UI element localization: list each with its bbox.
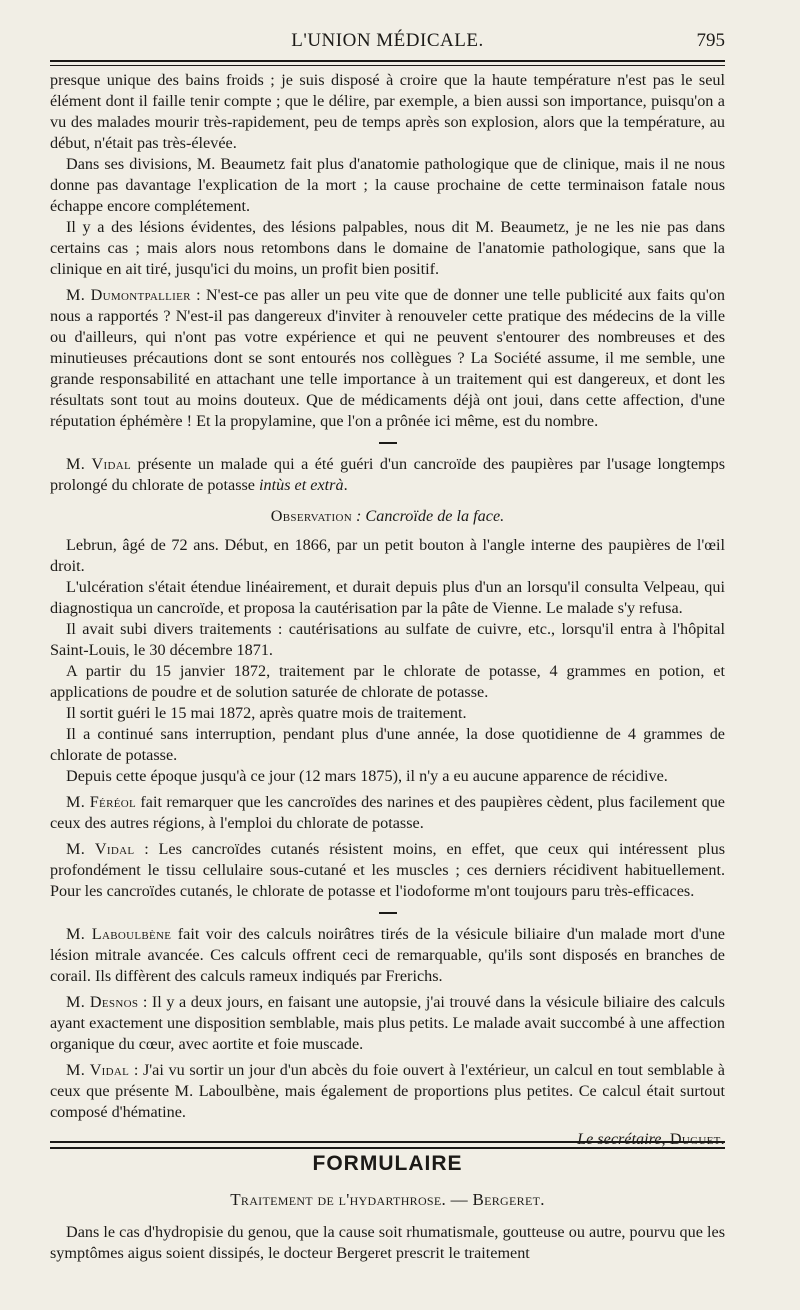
remark-text: : J'ai vu sortir un jour d'un abcès du foie ouvert à l'extérieur, un calcul en tout semblable à ceux que présente M. Laboulbène, mais également de proportions plus petites. Ce calcul était surtout composé d'hématine. bbox=[50, 1061, 725, 1121]
vidal-remark bbox=[50, 839, 725, 902]
laboulbene-remark bbox=[50, 924, 725, 987]
remark-text: fait remarquer que les cancroïdes des narines et des paupières cèdent, plus facilement que ceux des autres régions, à l'emploi du chlorate de potasse. bbox=[50, 793, 725, 832]
remark-text: : N'est-ce pas aller un peu vite que de donner une telle publicité aux faits qu'on nous a rapportés ? N'est-il pas dangereux d'inviter à renouveler cette pratique des médecins de la ville ou d'ailleurs, qui n'ont pas votre expérience et qui ne peuvent s'entourer des nombreuses et des minutieuses précautions dont se sont entourés nos collègues ? La Société assume, il me semble, une grande responsabilité en attachant une telle importance à un traitement qui est dangereux, et dont les résultats sont tout au moins douteux. Que de médicaments déjà ont joui, dans cette affection, d'une réputation éphémère ! Et la propylamine, que l'on a prônée ici même, est du nombre. bbox=[50, 286, 725, 430]
section-dash bbox=[379, 442, 397, 444]
observation-heading bbox=[50, 506, 725, 527]
observation-title: : Cancroïde de la face. bbox=[351, 507, 505, 525]
section-dash bbox=[379, 912, 397, 914]
signature-role: Le secrétaire, bbox=[577, 1130, 666, 1148]
speaker-name: M. Vidal bbox=[66, 1061, 130, 1079]
running-title: L'UNION MÉDICALE. bbox=[291, 30, 484, 51]
observation-label: Observation bbox=[270, 507, 352, 525]
formulaire-title: FORMULAIRE bbox=[312, 1152, 463, 1175]
observation-paragraph: Il avait subi divers traitements : cautérisations au sulfate de cuivre, etc., lorsqu'il entra à l'hôpital Saint-Louis, le 30 décembre 1871. bbox=[50, 620, 725, 659]
remark-italic: intùs et extrà bbox=[259, 476, 344, 494]
observation-paragraph: A partir du 15 janvier 1872, traitement par le chlorate de potasse, 4 grammes en potion, et applications de poudre et de solution saturée de chlorate de potasse. bbox=[50, 662, 725, 701]
dumontpallier-remark bbox=[50, 285, 725, 432]
paragraph: presque unique des bains froids ; je suis disposé à croire que la haute température n'est pas le seul élément dont il faille tenir compte ; que le délire, par exemple, a bien aussi son importance, puisqu'on a vu des malades mourir très-rapidement, peu de temps après son explosion, alors que la température, au début, n'était pas très-élevée. bbox=[50, 71, 725, 152]
remark-end: . bbox=[343, 476, 348, 494]
speaker-name: M. Vidal bbox=[66, 455, 132, 473]
formulaire-paragraph: Dans le cas d'hydropisie du genou, que la cause soit rhumatismale, goutteuse ou autre, pourvu que les symptômes aigus soient dissipés, le docteur Bergeret prescrit le traitement bbox=[50, 1223, 725, 1262]
observation-paragraph: L'ulcération s'était étendue linéairement, et durait depuis plus d'un an lorsqu'il consulta Velpeau, qui diagnostiqua un cancroïde, et proposa la cautérisation par la pâte de Vienne. Le malade s'y refusa. bbox=[50, 578, 725, 617]
observation-paragraph: Depuis cette époque jusqu'à ce jour (12 mars 1875), il n'y a eu aucune apparence de récidive. bbox=[66, 767, 668, 785]
formulaire-subtitle: Traitement de l'hydarthrose. — Bergeret. bbox=[230, 1190, 545, 1209]
article-body bbox=[50, 70, 725, 1150]
speaker-name: M. Féréol bbox=[66, 793, 136, 811]
header-rule bbox=[50, 60, 725, 66]
speaker-name: M. Vidal bbox=[66, 840, 135, 858]
vidal-presentation bbox=[50, 454, 725, 496]
formulaire-rule bbox=[50, 1141, 725, 1149]
speaker-name: M. Desnos bbox=[66, 993, 139, 1011]
remark-text: : Les cancroïdes cutanés résistent moins, en effet, que ceux qui intéressent plus profondément le tissu cellulaire sous-cutané et les muscles ; ces derniers récidivent habituellement. Pour les cancroïdes cutanés, le chlorate de potasse et l'iodoforme m'ont toujours paru très-efficaces. bbox=[50, 840, 726, 900]
observation-paragraph: Il sortit guéri le 15 mai 1872, après quatre mois de traitement. bbox=[66, 704, 467, 722]
observation-paragraph: Lebrun, âgé de 72 ans. Début, en 1866, par un petit bouton à l'angle interne des paupières de l'œil droit. bbox=[50, 536, 725, 575]
remark-text: présente un malade qui a été guéri d'un cancroïde des paupières par l'usage longtemps prolongé du chlorate de potasse bbox=[50, 455, 725, 494]
page-number: 795 bbox=[696, 30, 725, 51]
paragraph: Il y a des lésions évidentes, des lésions palpables, nous dit M. Beaumetz, je ne les nie pas dans certains cas ; mais alors nous retombons dans le domaine de l'anatomie pathologique, sans que la clinique en ait tiré, jusqu'ici du moins, un profit bien positif. bbox=[50, 218, 725, 278]
speaker-name: M. Laboulbène bbox=[66, 925, 172, 943]
paragraph: Dans ses divisions, M. Beaumetz fait plus d'anatomie pathologique que de clinique, mais il ne nous donne pas davantage l'explication de la mort ; la cause prochaine de cette terminaison fatale nous échappe encore complétement. bbox=[50, 155, 725, 215]
remark-text: fait voir des calculs noirâtres tirés de la vésicule biliaire d'un malade mort d'une lésion mitrale avancée. Ces calculs offrent ceci de remarquable, qu'ils sont disposés en branches de corail. Ils diffèrent des calculs rameux indiqués par Frerichs. bbox=[50, 925, 725, 985]
formulaire-body bbox=[50, 1222, 725, 1264]
signature-name: Duguet. bbox=[665, 1130, 725, 1148]
desnos-remark bbox=[50, 992, 725, 1055]
speaker-name: M. Dumontpallier bbox=[66, 286, 191, 304]
remark-text: : Il y a deux jours, en faisant une autopsie, j'ai trouvé dans la vésicule biliaire des calculs ayant exactement une disposition semblable, mais plus petits. Le malade avait succombé à une affection organique du cœur, avec aortite et foie muscade. bbox=[50, 993, 725, 1053]
vidal-final-remark bbox=[50, 1060, 725, 1123]
ferreol-remark bbox=[50, 792, 725, 834]
running-head bbox=[50, 26, 725, 56]
observation-paragraph: Il a continué sans interruption, pendant plus d'une année, la dose quotidienne de 4 grammes de chlorate de potasse. bbox=[50, 725, 725, 764]
